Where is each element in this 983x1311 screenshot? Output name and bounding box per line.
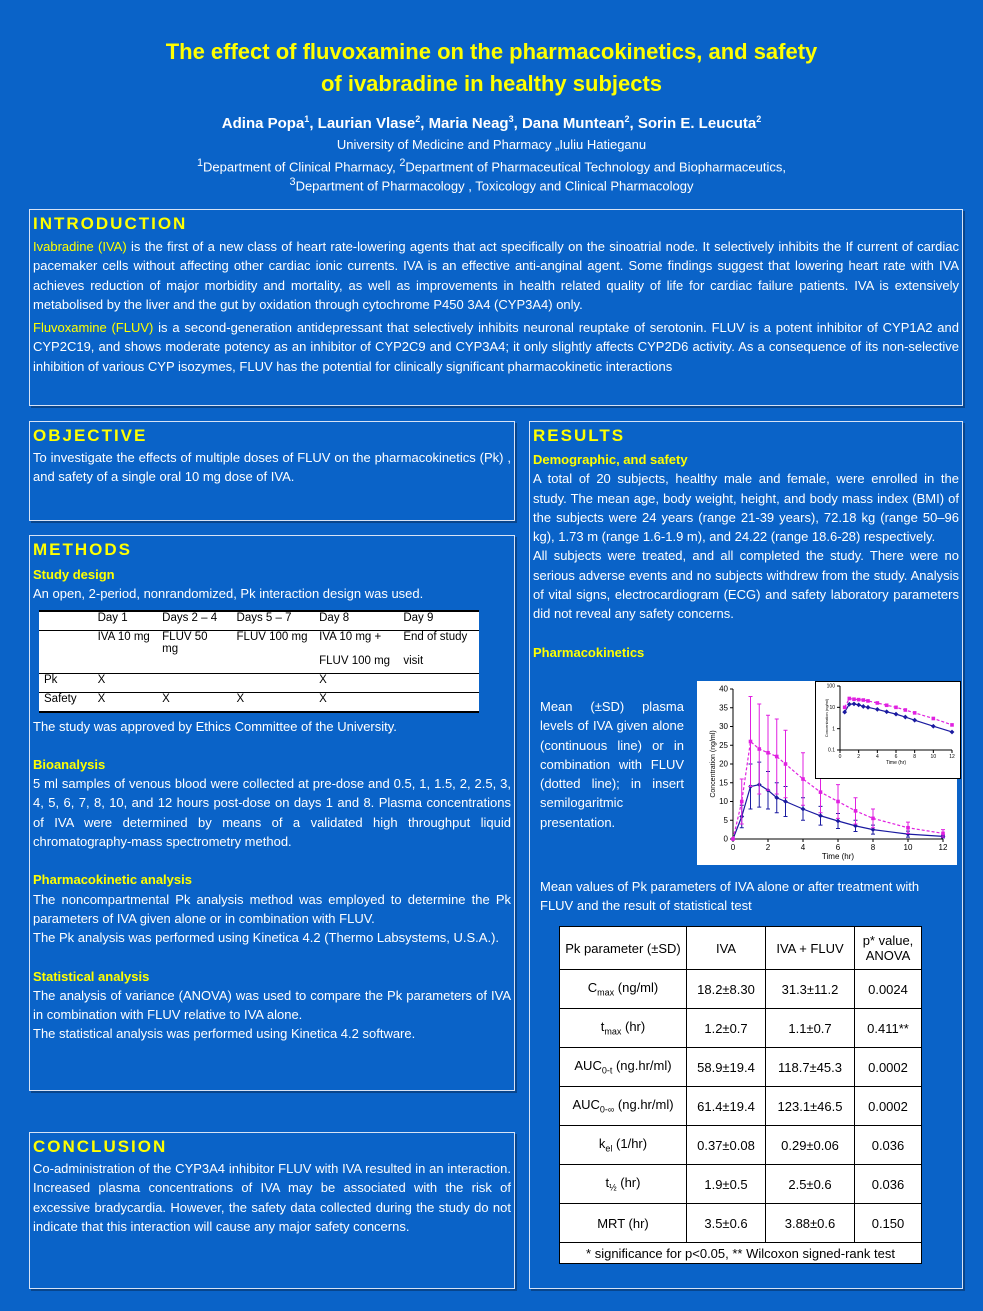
pk-value-cell: 1.2±0.7 <box>687 1009 766 1048</box>
author-affiliation-mark: 2 <box>756 114 762 124</box>
pk-value-cell: 118.7±45.3 <box>766 1048 855 1087</box>
design-table-cell: X <box>93 692 158 712</box>
title-line-2: of ivabradine in healthy subjects <box>320 71 663 96</box>
data-point <box>801 807 806 812</box>
y-axis-title: Concentration (ng/ml) <box>824 698 829 738</box>
pk-value-cell: 3.5±0.6 <box>687 1204 766 1243</box>
pk-table-row <box>560 1126 922 1165</box>
design-table <box>39 610 479 713</box>
design-table-cell <box>39 655 93 674</box>
design-table-cell <box>157 673 231 692</box>
pk-value-cell: 1.1±0.7 <box>766 1009 855 1048</box>
conclusion-text: Co-administration of the CYP3A4 inhibitor FLUV with IVA resulted in an interaction. Increased plasma concentrations of IVA may be associated with the risk of excessive bradycardia. However, the safety data collected during the study do not indicate that this interaction will cause any major safety concerns. <box>33 1161 511 1234</box>
design-table-cell: X <box>157 692 231 712</box>
design-table-cell: X <box>232 692 315 712</box>
title-line-1: The effect of fluvoxamine on the pharmacokinetics, and safety <box>165 39 818 64</box>
demographic-title: Demographic, and safety <box>533 452 688 467</box>
pk-table-row <box>560 1009 922 1048</box>
pk-table-header-cell: p* value, ANOVA <box>855 927 922 970</box>
pk-table-footnote: * significance for p<0.05, ** Wilcoxon signed-rank test <box>560 1243 922 1264</box>
x-tick-label: 10 <box>903 843 913 852</box>
pk-value-cell: 1.9±0.5 <box>687 1165 766 1204</box>
data-point <box>857 698 861 702</box>
y-axis-title: Concentration (ng/ml) <box>710 730 717 798</box>
conclusion-section <box>29 1132 515 1289</box>
x-tick-label: 2 <box>857 754 861 760</box>
pk-value-cell: 0.036 <box>855 1165 922 1204</box>
x-tick-label: 6 <box>835 843 841 852</box>
results-heading: RESULTS <box>533 426 626 445</box>
x-tick-label: 12 <box>938 843 948 852</box>
study-design-title: Study design <box>33 567 115 582</box>
pk-parameter-cell: MRT (hr) <box>560 1204 687 1243</box>
x-tick-label: 4 <box>875 754 879 760</box>
data-point <box>885 703 889 707</box>
design-table-cell: FLUV 100 mg <box>236 630 308 643</box>
data-point <box>783 799 788 804</box>
data-point <box>852 697 856 701</box>
data-point <box>818 813 823 818</box>
y-tick-label: 15 <box>719 778 728 788</box>
design-table-row <box>39 655 479 674</box>
pk-value-cell: 0.29±0.06 <box>766 1126 855 1165</box>
data-point <box>852 701 857 706</box>
data-point <box>819 790 823 794</box>
pharmacokinetics-title: Pharmacokinetics <box>533 644 645 660</box>
pk-parameter-cell: $C_{max}$ (ng/ml) <box>560 970 687 1009</box>
pk-parameter-cell: $t_{max}$ (hr) <box>560 1009 687 1048</box>
study-design-text: An open, 2-period, nonrandomized, Pk interaction design was used. <box>33 586 424 602</box>
design-table-cell <box>93 655 158 674</box>
pk-parameter-cell: $t_{\frac{1}{2}}$ (hr) <box>560 1165 687 1204</box>
design-table-cell: Day 8 <box>314 611 398 631</box>
author-name: Maria Neag <box>428 115 509 132</box>
semilog-inset-chart <box>815 681 961 779</box>
statistical-analysis-title: Statistical analysis <box>33 968 150 984</box>
objective-section <box>29 421 515 521</box>
data-point <box>866 699 870 703</box>
semilog-inset-plot <box>816 682 960 778</box>
author-affiliation-mark: 2 <box>415 114 421 124</box>
data-point <box>856 703 861 708</box>
conclusion-heading: CONCLUSION <box>33 1137 168 1156</box>
data-point <box>740 800 744 804</box>
author-name: Adina Popa <box>221 115 305 132</box>
design-table-cell: Days 5 – 7 <box>232 611 315 631</box>
data-point <box>950 730 955 735</box>
pk-table-row <box>560 1087 922 1126</box>
data-point <box>731 837 735 841</box>
data-point <box>884 709 889 714</box>
pk-value-cell: 0.0002 <box>855 1048 922 1087</box>
bioanalysis-text: 5 ml samples of venous blood were collected at pre-dose and 0.5, 1, 1.5, 2, 2.5, 3, 4, 5, 6, 7, 8, 10, and 12 hours post-dose on days 1 and 8. Plasma concentrations of IVA were determined by means of a validated high throughput liquid chromatography-mass spectrometry method. <box>33 776 511 850</box>
design-table-cell: FLUV 100 mg <box>314 655 398 674</box>
x-tick-label: 4 <box>800 843 806 852</box>
pk-analysis-text-2: The Pk analysis was performed using Kinetica 4.2 (Thermo Labsystems, U.S.A.). <box>33 930 500 946</box>
y-tick-label: 1 <box>832 726 835 733</box>
y-tick-label: 0.1 <box>828 747 835 754</box>
introduction-section <box>29 209 963 406</box>
author-name: Dana Muntean <box>521 115 625 132</box>
x-tick-label: 0 <box>838 754 842 760</box>
y-tick-label: 40 <box>719 684 728 694</box>
design-table-cell: End of study <box>403 630 468 643</box>
pk-table-row <box>560 1204 922 1243</box>
data-point <box>766 751 770 755</box>
pk-table-header-cell: IVA + FLUV <box>766 927 855 970</box>
departments-line-2: $^3$Department of Pharmacology , Toxicology and Clinical Pharmacology <box>289 176 694 194</box>
data-point <box>876 701 880 705</box>
data-point <box>875 707 880 712</box>
pk-analysis-title: Pharmacokinetic analysis <box>33 872 192 888</box>
pk-value-cell: 18.2±8.30 <box>687 970 766 1009</box>
author-affiliation-mark: 3 <box>508 114 514 124</box>
design-table-row <box>39 692 479 712</box>
design-table-cell <box>398 673 479 692</box>
data-point <box>871 817 875 821</box>
pk-value-cell: 0.150 <box>855 1204 922 1243</box>
pk-value-cell: 31.3±11.2 <box>766 970 855 1009</box>
data-point <box>941 832 945 836</box>
poster-title <box>0 36 983 100</box>
data-point <box>757 747 761 751</box>
author-list: Adina Popa$^1$, Laurian Vlase$^2$, Maria Neag$^3$, Dana Muntean$^2$, Sorin E. Leucuta$^2$ <box>221 114 762 132</box>
data-point <box>894 712 899 717</box>
pk-table-header-cell: IVA <box>687 927 766 970</box>
data-point <box>848 697 852 701</box>
x-axis-title: Time (hr) <box>885 760 907 766</box>
design-table-cell: Pk <box>39 673 93 692</box>
pk-value-cell: 0.036 <box>855 1126 922 1165</box>
design-table-cell: X <box>314 673 398 692</box>
pk-value-cell: 0.37±0.08 <box>687 1126 766 1165</box>
design-table-cell <box>232 673 315 692</box>
pk-value-cell: 2.5±0.6 <box>766 1165 855 1204</box>
pk-parameter-cell: $AUC_{0-t}$ (ng.hr/ml) <box>560 1048 687 1087</box>
pk-value-cell: 0.411** <box>855 1009 922 1048</box>
pk-value-cell: 3.88±0.6 <box>766 1204 855 1243</box>
data-point <box>854 809 858 813</box>
design-table-cell: Day 9 <box>398 611 479 631</box>
data-point <box>906 826 910 830</box>
series-line <box>845 698 952 724</box>
design-table-cell <box>157 655 231 674</box>
data-point <box>775 755 779 759</box>
pk-table-header <box>560 927 922 970</box>
design-table-wrapper <box>39 610 479 713</box>
data-point <box>862 698 866 702</box>
pk-table-wrapper <box>559 926 922 1264</box>
design-table-cell: Day 1 <box>93 611 158 631</box>
x-axis-title: Time (hr) <box>821 852 855 861</box>
author-name: Sorin E. Leucuta <box>637 115 757 132</box>
data-point <box>836 819 841 824</box>
pk-parameter-cell: $k_{el}$ (1/hr) <box>560 1126 687 1165</box>
data-point <box>861 704 866 709</box>
pk-value-cell: 123.1±46.5 <box>766 1087 855 1126</box>
x-tick-label: 8 <box>870 843 876 852</box>
author-affiliation-mark: 1 <box>304 114 310 124</box>
design-table-cell <box>39 611 93 631</box>
pk-value-cell: 0.0024 <box>855 970 922 1009</box>
y-tick-label: 10 <box>829 705 835 711</box>
pk-table-footnote-row <box>560 1243 922 1264</box>
pk-value-cell: 58.9±19.4 <box>687 1048 766 1087</box>
pk-table-header-cell: Pk parameter (±SD) <box>560 927 687 970</box>
design-table-cell <box>398 692 479 712</box>
y-tick-label: 10 <box>719 797 728 807</box>
y-tick-label: 30 <box>719 722 728 732</box>
pk-analysis-text-1: The noncompartmental Pk analysis method was employed to determine the Pk parameters of IVA given alone or in combination with FLUV. <box>33 891 511 926</box>
x-tick-label: 8 <box>913 754 917 760</box>
x-tick-label: 2 <box>765 843 771 852</box>
y-tick-label: 35 <box>719 703 728 713</box>
author-affiliation-mark: 2 <box>624 114 630 124</box>
y-tick-label: 20 <box>719 759 728 769</box>
pk-parameters-table <box>559 926 922 1264</box>
methods-section <box>29 535 515 1091</box>
y-tick-label: 100 <box>826 683 835 690</box>
methods-heading: METHODS <box>33 540 132 559</box>
data-point <box>950 723 954 727</box>
figure-caption: Mean (±SD) plasma levels of IVA given alone (continuous line) or in combination with FLUV (dotted line); in insert semilogaritmic presentation. <box>540 699 684 830</box>
data-point <box>836 800 840 804</box>
pk-value-cell: 0.0002 <box>855 1087 922 1126</box>
objective-heading: OBJECTIVE <box>33 426 148 445</box>
design-table-cell: FLUV 50 mg <box>162 630 208 655</box>
data-point <box>843 706 847 710</box>
data-point <box>931 724 936 729</box>
data-point <box>913 711 917 715</box>
y-tick-label: 0 <box>723 834 728 844</box>
design-table-header <box>39 611 479 631</box>
design-table-cell: visit <box>398 655 479 674</box>
design-table-cell: Safety <box>39 692 93 712</box>
data-point <box>932 717 936 721</box>
x-tick-label: 0 <box>730 843 736 852</box>
data-point <box>749 740 753 744</box>
introduction-paragraph-2: Fluvoxamine (FLUV) is a second-generation antidepressant that selectively inhibits neuronal reuptake of serotonin. FLUV is a potent inhibitor of CYP1A2 and CYP2C19, and shows moderate potency as an inhibitor of CYP2C9 and CYP3A4; it only slightly affects CYP2D6 activity. As a consequence of its non-selective inhibition of various CYP isozymes, FLUV has the potential for clinically significant pharmacokinetic interactions <box>33 320 959 374</box>
introduction-paragraph-1: Ivabradine (IVA) is the first of a new class of heart rate-lowering agents that act specifically on the sinoatrial node. It selectively inhibits the If current of cardiac pacemaker cells without affecting other cardiac ionic currents. IVA is an effective anti-anginal agent. Some findings suggest that lowering heart rate with IVA achieves reduction of major morbidity and mortality, as well as improvements in health related quality of life for cardiac failure patients. IVA is extensively metabolised by the liver and the gut by oxidation through cytochrome P450 3A4 (CYP3A4) only. <box>33 239 959 312</box>
data-point <box>784 762 788 766</box>
statistical-analysis-text-2: The statistical analysis was performed using Kinetica 4.2 software. <box>33 1026 416 1042</box>
pk-table-row <box>560 970 922 1009</box>
ethics-approval-text: The study was approved by Ethics Committee of the University. <box>33 718 397 734</box>
pk-table-row <box>560 1165 922 1204</box>
design-table-row <box>39 630 479 655</box>
data-point <box>801 777 805 781</box>
x-tick-label: 6 <box>894 754 898 760</box>
departments-line-1: $^1$Department of Clinical Pharmacy, $^2$Department of Pharmaceutical Technology and Biopharmaceutics, <box>197 157 786 175</box>
design-table-cell <box>39 630 93 655</box>
y-tick-label: 25 <box>719 740 728 750</box>
design-table-cell: X <box>314 692 398 712</box>
x-tick-label: 12 <box>949 754 955 760</box>
data-point <box>904 708 908 712</box>
data-point <box>912 718 917 723</box>
data-point <box>903 715 908 720</box>
objective-text: To investigate the effects of multiple doses of FLUV on the pharmacokinetics (Pk) , and safety of a single oral 10 mg dose of IVA. <box>33 450 511 485</box>
pk-table-row <box>560 1048 922 1087</box>
table-caption: Mean values of Pk parameters of IVA alone or after treatment with FLUV and the result of statistical test <box>540 879 920 914</box>
demographic-text-2: All subjects were treated, and all completed the study. There were no serious adverse events and no subjects withdrew from the study. Analysis of vital signs, electrocardiogram (ECG) and safety laboratory parameters did not reveal any safety concerns. <box>533 548 959 622</box>
data-point <box>866 705 871 710</box>
pk-parameter-cell: $AUC_{0-\infty}$ (ng.hr/ml) <box>560 1087 687 1126</box>
design-table-cell: Days 2 – 4 <box>157 611 231 631</box>
design-table-cell: X <box>93 673 158 692</box>
y-tick-label: 5 <box>723 815 728 825</box>
design-table-cell: IVA 10 mg <box>97 630 150 643</box>
author-name: Laurian Vlase <box>317 115 416 132</box>
design-table-cell: IVA 10 mg + <box>319 630 382 643</box>
pk-value-cell: 61.4±19.4 <box>687 1087 766 1126</box>
x-tick-label: 10 <box>930 754 937 760</box>
statistical-analysis-text-1: The analysis of variance (ANOVA) was used to compare the Pk parameters of IVA in combination with FLUV relative to IVA alone. <box>33 987 511 1023</box>
design-table-cell <box>232 655 315 674</box>
introduction-heading: INTRODUCTION <box>33 214 188 233</box>
data-point <box>894 706 898 710</box>
bioanalysis-title: Bioanalysis <box>33 756 106 772</box>
design-table-row <box>39 673 479 692</box>
demographic-text-1: A total of 20 subjects, healthy male and female, were enrolled in the study. The mean age, body weight, height, and body mass index (BMI) of the subjects were 24 years (range 21-39 years), 72.18 kg (range 50–96 kg), 1.73 m (range 1.6-1.9 m), and 24.22 (range 18.6-28) respectively. <box>533 471 959 545</box>
university-line: University of Medicine and Pharmacy „Iuliu Hatieganu <box>336 137 647 152</box>
